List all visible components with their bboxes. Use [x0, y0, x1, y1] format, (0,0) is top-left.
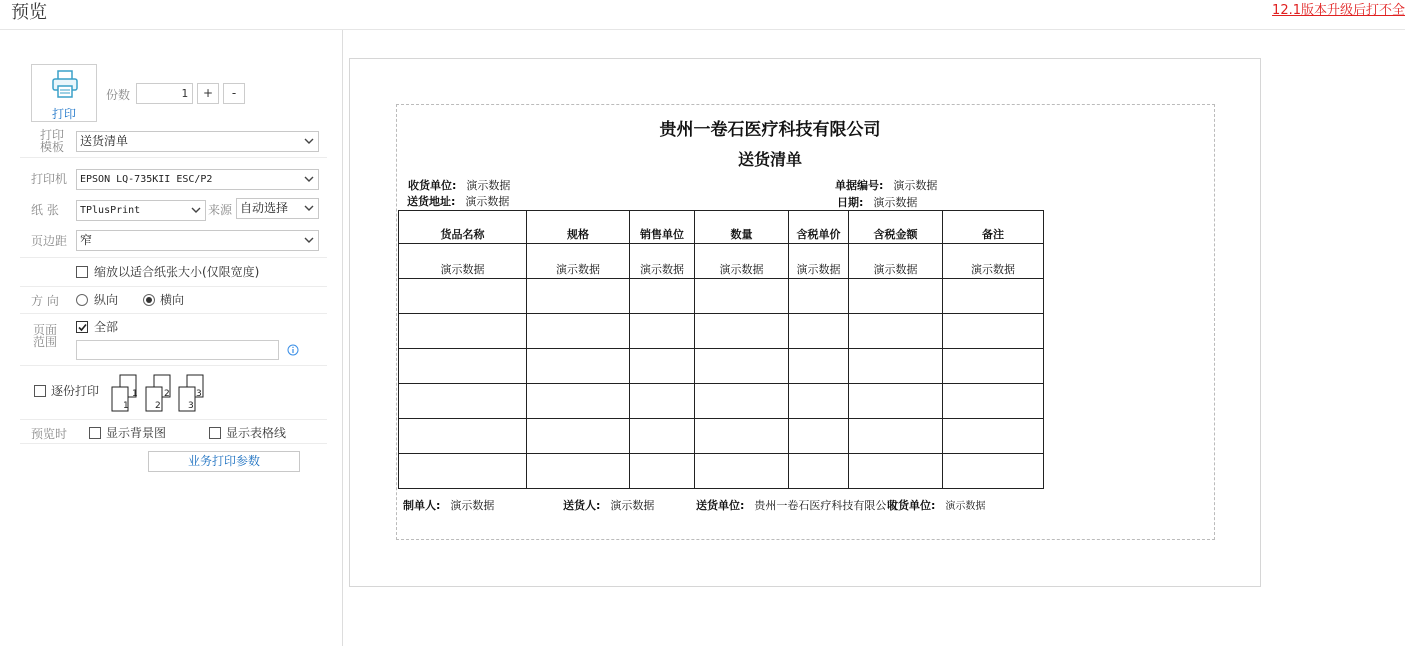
table-cell [399, 349, 527, 384]
page-title: 预览 [11, 2, 47, 23]
table-cell: 演示数据 [943, 244, 1044, 279]
receiver-field [408, 179, 510, 192]
table-cell [695, 419, 789, 454]
table-cell: 演示数据 [527, 244, 630, 279]
landscape-label: 横向 [160, 293, 185, 307]
business-print-params-button[interactable]: 业务打印参数 [148, 451, 300, 472]
printer-label: 打印机 [31, 172, 68, 186]
document-title: 送货清单 [737, 150, 802, 169]
address-field [407, 195, 509, 208]
all-pages-label: 全部 [94, 320, 119, 334]
table-cell [399, 454, 527, 489]
date-value: 演示数据 [873, 196, 918, 209]
collate-page-number: 2 [155, 401, 161, 411]
table-cell: 演示数据 [695, 244, 789, 279]
docno-label: 单据编号: [835, 179, 884, 192]
margin-select-value: 窄 [80, 233, 93, 247]
table-cell [527, 419, 630, 454]
sender-value: 演示数据 [610, 499, 655, 512]
divider [20, 419, 327, 420]
table-cell [943, 454, 1044, 489]
table-cell: 演示数据 [399, 244, 527, 279]
table-cell [849, 454, 943, 489]
direction-label: 方 向 [31, 294, 59, 308]
divider [20, 313, 327, 314]
sender-field [563, 499, 654, 512]
divider [20, 443, 327, 444]
template-select-value: 送货清单 [80, 134, 129, 148]
maker-label: 制单人: [403, 499, 441, 512]
paper-label: 纸 张 [31, 203, 59, 217]
maker-value: 演示数据 [450, 499, 495, 512]
paper-page [396, 104, 1215, 540]
collate-pages-icon [111, 374, 206, 412]
source-label: 来源 [208, 203, 233, 217]
table-cell [943, 314, 1044, 349]
column-header: 货品名称 [399, 211, 527, 244]
show-background-checkbox[interactable] [89, 427, 101, 439]
table-cell [630, 384, 695, 419]
table-cell [849, 314, 943, 349]
docno-field [835, 179, 937, 192]
source-select[interactable] [236, 198, 319, 219]
column-header: 含税金额 [849, 211, 943, 244]
table-cell [527, 384, 630, 419]
column-header: 数量 [695, 211, 789, 244]
margin-select[interactable] [76, 230, 319, 251]
table-cell [399, 314, 527, 349]
chevron-down-icon [303, 234, 315, 246]
column-header: 规格 [527, 211, 630, 244]
table-cell: 演示数据 [789, 244, 849, 279]
table-cell [630, 419, 695, 454]
divider [20, 286, 327, 287]
printer-select[interactable] [76, 169, 319, 190]
collate-page-number: 1 [123, 401, 129, 411]
table-cell [943, 419, 1044, 454]
table-cell [789, 454, 849, 489]
table-row [399, 454, 1044, 489]
table-cell [527, 454, 630, 489]
date-label: 日期: [837, 196, 864, 209]
delivery-items-table [398, 210, 1044, 489]
send-unit-field [696, 499, 898, 512]
table-cell [789, 349, 849, 384]
collate-page-number: 3 [188, 401, 194, 411]
table-cell [943, 279, 1044, 314]
fit-to-paper-label: 缩放以适合纸张大小(仅限宽度) [94, 265, 260, 279]
portrait-radio[interactable] [76, 294, 88, 306]
table-row [399, 279, 1044, 314]
template-select[interactable] [76, 131, 319, 152]
recv-unit-label: 收货单位: [887, 499, 936, 512]
margin-label: 页边距 [31, 234, 68, 248]
preview-options-label: 预览时 [31, 427, 68, 441]
show-gridlines-label: 显示表格线 [226, 426, 287, 440]
copies-decrement-button[interactable]: - [223, 83, 245, 104]
address-label: 送货地址: [407, 195, 456, 208]
address-value: 演示数据 [465, 195, 510, 208]
sender-label: 送货人: [563, 499, 601, 512]
table-cell [527, 314, 630, 349]
table-cell [695, 349, 789, 384]
table-row [399, 244, 1044, 279]
header [0, 0, 1405, 30]
table-row [399, 349, 1044, 384]
send-unit-value: 贵州一卷石医疗科技有限公司 [754, 499, 898, 512]
recv-unit-field [887, 499, 985, 513]
table-cell [399, 384, 527, 419]
receiver-label: 收货单位: [408, 179, 457, 192]
column-header: 销售单位 [630, 211, 695, 244]
table-cell [630, 279, 695, 314]
chevron-down-icon [303, 202, 315, 214]
table-cell [399, 419, 527, 454]
table-cell [789, 384, 849, 419]
landscape-radio[interactable] [143, 294, 155, 306]
chevron-down-icon [303, 173, 315, 185]
receiver-value: 演示数据 [466, 179, 511, 192]
date-field [837, 196, 917, 209]
table-cell [630, 454, 695, 489]
table-cell [849, 349, 943, 384]
recv-unit-value: 演示数据 [945, 501, 986, 512]
fit-to-paper-checkbox[interactable] [76, 266, 88, 278]
table-header-row [399, 211, 1044, 244]
checkmark-icon [77, 322, 88, 333]
column-header: 含税单价 [789, 211, 849, 244]
copies-label: 份数 [106, 88, 131, 102]
all-pages-checkbox[interactable] [76, 321, 88, 333]
table-cell [943, 384, 1044, 419]
table-cell [789, 419, 849, 454]
page-range-input[interactable] [76, 340, 279, 360]
table-cell [527, 279, 630, 314]
upgrade-notice-link[interactable]: 12.1版本升级后打不全 [1272, 3, 1405, 18]
printer-icon [51, 69, 79, 101]
print-settings-panel [0, 30, 343, 646]
table-cell [849, 419, 943, 454]
print-preview-area [349, 58, 1261, 587]
source-select-value: 自动选择 [240, 201, 289, 215]
radio-selected-dot [146, 297, 152, 303]
table-cell [943, 349, 1044, 384]
table-cell [695, 384, 789, 419]
template-label: 打印模板 [40, 128, 65, 154]
table-cell [695, 279, 789, 314]
table-row [399, 384, 1044, 419]
page-range-label: 页面范围 [33, 323, 58, 349]
table-cell [849, 384, 943, 419]
collate-page-number: 2 [164, 389, 170, 399]
table-cell: 演示数据 [849, 244, 943, 279]
printer-select-value: EPSON LQ-735KII ESC/P2 [80, 174, 213, 185]
collate-page-number: 1 [132, 389, 138, 399]
info-icon[interactable] [287, 344, 299, 356]
chevron-down-icon [190, 204, 202, 216]
table-cell [789, 314, 849, 349]
table-cell [630, 349, 695, 384]
show-background-label: 显示背景图 [106, 426, 167, 440]
maker-field [403, 499, 494, 512]
table-cell [695, 454, 789, 489]
column-header: 备注 [943, 211, 1044, 244]
collate-page-number: 3 [196, 389, 202, 399]
portrait-label: 纵向 [94, 293, 119, 307]
table-cell [527, 349, 630, 384]
table-cell [849, 279, 943, 314]
table-cell [399, 279, 527, 314]
table-row [399, 419, 1044, 454]
copies-increment-button[interactable]: + [197, 83, 219, 104]
send-unit-label: 送货单位: [696, 499, 745, 512]
table-row [399, 314, 1044, 349]
company-name: 贵州一卷石医疗科技有限公司 [659, 120, 881, 140]
table-cell: 演示数据 [630, 244, 695, 279]
chevron-down-icon [303, 135, 315, 147]
table-cell [789, 279, 849, 314]
paper-select-value: TPlusPrint [80, 205, 141, 216]
print-button[interactable] [31, 64, 97, 122]
docno-value: 演示数据 [893, 179, 938, 192]
divider [20, 157, 327, 158]
divider [20, 365, 327, 366]
print-button-label: 打印 [51, 107, 76, 121]
collate-checkbox[interactable] [34, 385, 46, 397]
copies-input[interactable]: 1 [136, 83, 193, 104]
collate-label: 逐份打印 [51, 384, 100, 398]
divider [20, 257, 327, 258]
show-gridlines-checkbox[interactable] [209, 427, 221, 439]
table-cell [630, 314, 695, 349]
paper-select[interactable] [76, 200, 206, 221]
table-cell [695, 314, 789, 349]
